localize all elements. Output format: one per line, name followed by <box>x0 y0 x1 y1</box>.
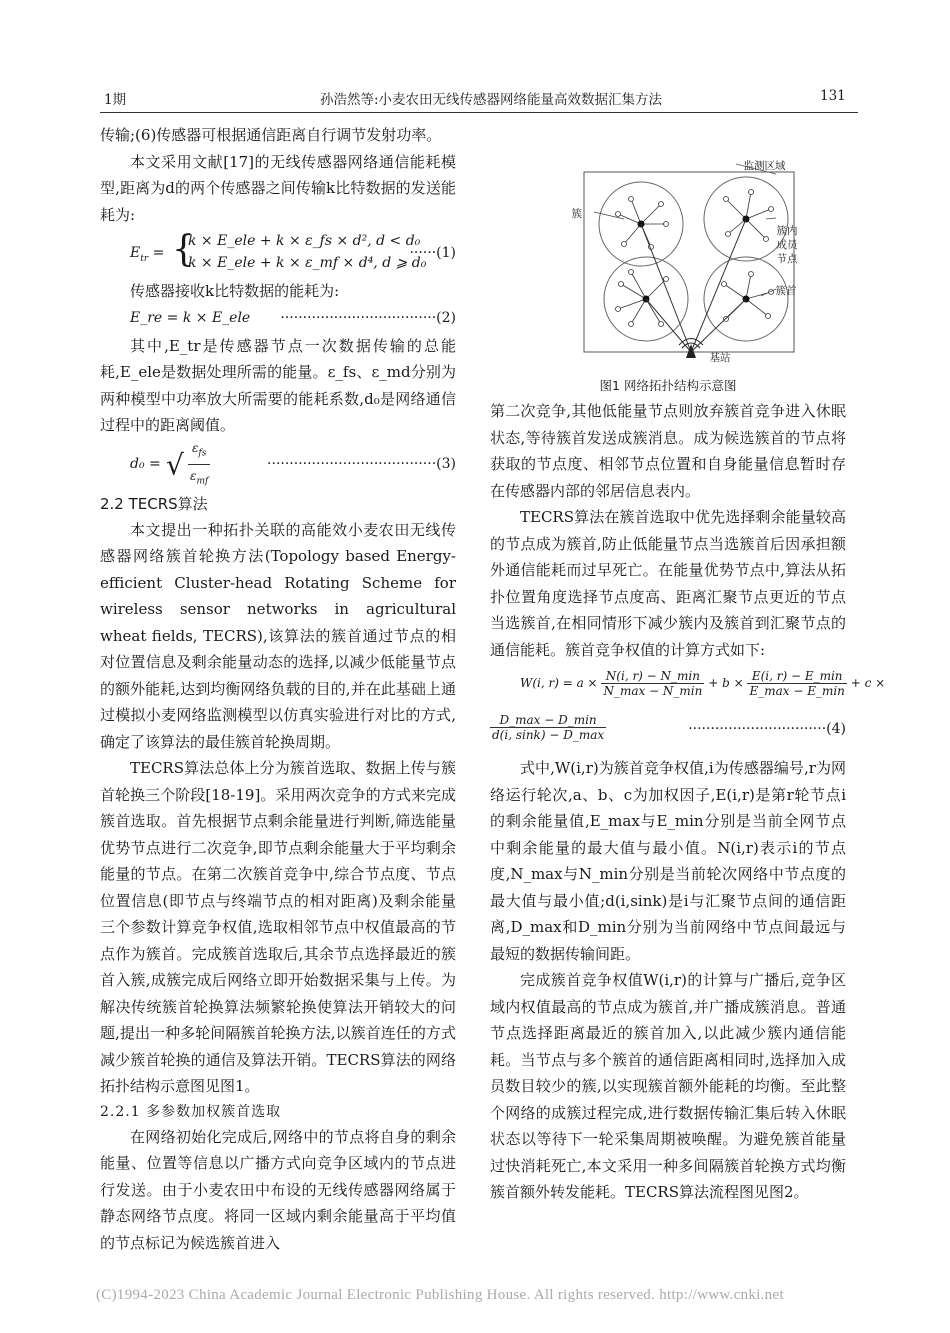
equation-4 <box>490 669 886 755</box>
right-column <box>490 122 886 1206</box>
paragraph: 在网络初始化完成后,网络中的节点将自身的剩余能量、位置等信息以广播方式向竞争区域内的节点进行发送。由于小麦农田中布设的无线传感器网络属于静态网络节点度。将同一区域内剩余能量高于平均值的节点标记为候选簇首进入 <box>100 1127 456 1252</box>
paragraph: 式中,W(i,r)为簇首竞争权值,i为传感器编号,r为网络运行轮次,a、b、c为加权因子,E(i,r)是第r轮节点i的剩余能量值,E_max与E_min分别是当前全网节点中剩余能量的最大值与最小值。N(i,r)表示i的节点度,N_max与N_min分别是当前轮次网络中节点度的最大值与最小值;d(i,sink)是i与汇聚节点间的通信距离,D_max和D_min分别为当前网络中节点间最远与最短的数据传输间距。 <box>490 759 846 963</box>
left-column <box>100 122 456 1256</box>
topology-figure <box>536 144 801 364</box>
section-title: 2.2 TECRS算法 <box>100 494 208 513</box>
eq4-term-c: + c × <box>850 676 886 690</box>
eq4-number: ·······························(4) <box>688 721 846 737</box>
eq4-frac3-top: D_max − D_min <box>490 713 606 728</box>
eq4-frac3-bottom: d(i, sink) − D_max <box>492 728 605 742</box>
paragraph: 本文提出一种拓扑关联的高能效小麦农田无线传感器网络簇首轮换方法(Topology based Energy-efficient Cluster-head Rotating Scheme for wireless sensor networks in agricultural wheat fields, TECRS),该算法的簇首通过节点的相对位置信息及剩余能量动态的选择,以减少低能量节点的额外能耗,达到均衡网络负载的目的,并在此基础上通过模拟小麦网络监测模型以仿真实验进行对比的方式,确定了该算法的最佳簇首轮换周期。 <box>100 520 456 751</box>
eq1-number: ······(1) <box>409 245 456 261</box>
eq4-frac2-top: E(i, r) − E_min <box>747 669 846 684</box>
head-to-base-links <box>641 219 746 352</box>
paragraph: TECRS算法在簇首选取中优先选择剩余能量较高的节点成为簇首,防止低能量节点当选簇首后因承担额外通信能耗而过早死亡。在能量优势节点中,算法从拓扑位置角度选择节点度高、距离汇聚节点更近的节点当选簇首,在相同情形下减少簇内及簇首到汇聚节点的通信能耗。簇首竞争权值的计算方式如下: <box>490 508 846 659</box>
paragraph: 传感器接收k比特数据的能耗为: <box>130 282 340 300</box>
label-cluster: 簇 <box>571 208 582 220</box>
equation-1 <box>100 230 456 276</box>
paragraph: TECRS算法总体上分为簇首选取、数据上传与簇首轮换三个阶段[18-19]。采用两次竞争的方式来完成簇首选取。首先根据节点剩余能量进行判断,筛选能量优势节点进行二次竞争,即节点剩余能量大于平均剩余能量的节点。在第二次簇首竞争中,综合节点度、节点位置信息(即节点与终端节点的相对距离)及剩余能量三个参数计算竞争权值,选取相邻节点中权值最高的节点作为簇首。完成簇首选取后,其余节点选择最近的簇首入簇,成簇完成后网络立即开始数据采集与上传。为解决传统簇首轮换算法频繁轮换使算法开销较大的问题,提出一种多轮间隔簇首轮换方法,以簇首连任的方式减少簇首轮换的通信及算法开销。TECRS算法的网络拓扑结构示意图见图1。 <box>100 759 456 1095</box>
paragraph: 第二次竞争,其他低能量节点则放弃簇首竞争进入休眠状态,等待簇首发送成簇消息。成为候选簇首的节点将获取的节点度、相邻节点位置和自身能量信息暂时存在传感器内部的邻居信息表内。 <box>490 402 846 500</box>
eq4-frac2-bottom: E_max − E_min <box>749 684 845 698</box>
header-page-number: 131 <box>820 88 846 104</box>
subsection-title: 2.2.1 多参数加权簇首选取 <box>100 1103 282 1120</box>
base-station-icon <box>679 339 703 359</box>
paragraph: 传输;(6)传感器可根据通信距离自行调节发射功率。 <box>100 126 442 144</box>
equation-2 <box>100 307 456 331</box>
figure-caption: 图1 网络拓扑结构示意图 <box>599 378 737 393</box>
eq3-number: ······································(3) <box>267 455 456 472</box>
eq3-lhs: d₀ = <box>130 455 161 472</box>
eq4-frac1-top: N(i, r) − N_min <box>601 669 704 684</box>
paragraph: 其中,E_tr是传感器节点一次数据传输的总能耗,E_ele是数据处理所需的能量。ε_fs、ε_md分别为两种模型中功率放大所需要的能耗系数,d₀是网络通信过程中的距离阈值。 <box>100 336 456 434</box>
eq4-frac1-bottom: N_max − N_min <box>603 684 703 698</box>
eq2-body: E_re = k × E_ele <box>130 309 251 326</box>
eq1-lhs: $E_{tr}$ = <box>130 245 165 264</box>
topology-diagram <box>536 144 801 364</box>
eq1-line2: k × E_ele + k × ε_mf × d⁴, d ⩾ d₀ <box>188 255 427 271</box>
header-title: 孙浩然等:小麦农田无线传感器网络能量高效数据汇集方法 <box>320 92 663 108</box>
eq1-line1: k × E_ele + k × ε_fs × d², d < d₀ <box>188 233 421 249</box>
eq4-lhs: W(i, r) = a × <box>520 676 598 690</box>
label-cluster-head: 簇首 <box>775 285 797 297</box>
paragraph: 本文采用文献[17]的无线传感器网络通信能耗模型,距离为d的两个传感器之间传输k比特数据的发送能耗为: <box>100 152 456 224</box>
eq1-brace: { <box>172 229 195 270</box>
eq3-sqrt: √ $\frac{\varepsilon_{fs}}{\varepsilon_{mf}}$ <box>166 443 210 499</box>
header-rule <box>100 112 858 113</box>
label-base-station: 基站 <box>709 352 731 364</box>
copyright-watermark: (C)1994-2023 China Academic Journal Electronic Publishing House. All rights reserved. http://www.cnki.net <box>96 1287 784 1303</box>
label-monitoring-region: 监测区域 <box>743 160 786 172</box>
eq2-number: ···································(2) <box>280 309 456 326</box>
paragraph: 完成簇首竞争权值W(i,r)的计算与广播后,竞争区域内权值最高的节点成为簇首,并广播成簇消息。普通节点选择距离最近的簇首加入,以此减少簇内通信能耗。当节点与多个簇首的通信距离相同时,选择加入成员数目较少的簇,以实现簇首额外能耗的均衡。至此整个网络的成簇过程完成,进行数据传输汇集后转入休眠状态以等待下一轮采集周期被唤醒。为避免簇首能量过快消耗死亡,本文采用一种多间隔簇首轮换方式均衡簇首额外转发能耗。TECRS算法流程图见图2。 <box>490 971 846 1201</box>
monitoring-region-box <box>584 172 794 352</box>
label-member-node: 簇内成员 节点 <box>776 225 798 265</box>
header-issue: 1期 <box>104 92 127 108</box>
eq4-term-b: + b × <box>708 676 744 690</box>
equation-3 <box>100 441 456 487</box>
